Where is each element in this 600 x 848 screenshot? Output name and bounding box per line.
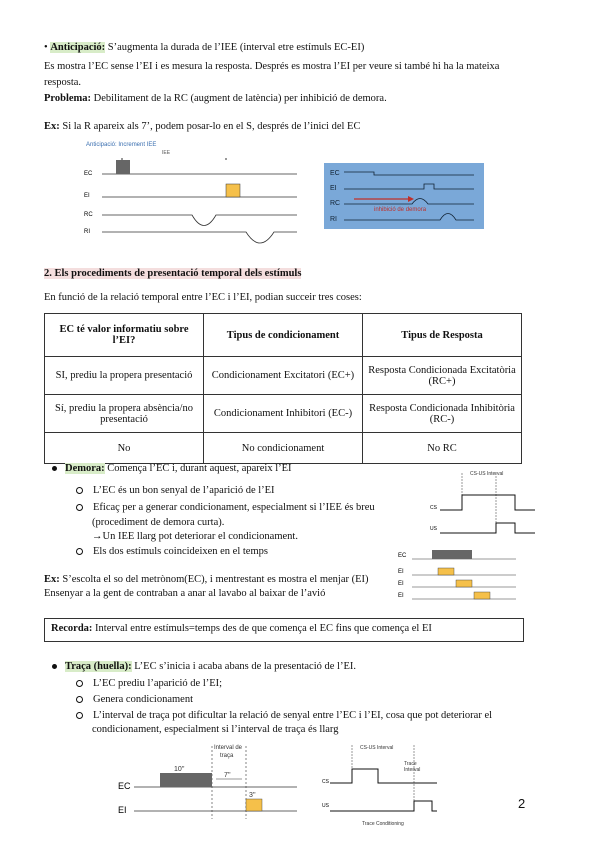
ex-text: Si la R apareix als 7’, podem posar-lo en el S, després de l’inici del EC	[59, 121, 361, 132]
demora-example-2: Ensenyar a la gent de contraban a anar al lavabo al baixar de l’avió	[44, 588, 326, 599]
delay-conditioning-diagram	[430, 465, 540, 543]
traca-bullet	[52, 661, 356, 672]
trace-label: Trace	[404, 761, 417, 767]
problema-line	[44, 93, 387, 104]
ec-block	[432, 550, 472, 559]
row-label: EI	[398, 581, 404, 587]
conditioning-table	[44, 313, 522, 464]
ex-label: Ex:	[44, 121, 60, 132]
demora-sub-cont: →Un IEE llarg pot deteriorar el condicionament.	[92, 531, 298, 542]
row-label: CS	[430, 505, 437, 511]
table-cell: No	[45, 433, 204, 464]
demora-label: Demora:	[65, 463, 105, 474]
traca-sub-cont: condicionament, especialment si l’interval de traça és llarg	[92, 724, 339, 735]
table-row	[45, 433, 522, 464]
recorda-label: Recorda:	[51, 623, 93, 634]
problema-text: Debilitament de la RC (augment de latència) per inhibició de demora.	[91, 93, 387, 104]
row-label: RI	[330, 216, 337, 223]
traca-sub	[76, 694, 193, 705]
row-label: EI	[398, 593, 404, 599]
table-cell: Resposta Condicionada Excitatòria (RC+)	[363, 357, 522, 395]
row-label: CS	[322, 779, 329, 785]
interval-label: traça	[220, 753, 234, 759]
demora-sub-text: Eficaç per a generar condicionament, especialment si l’IEE és breu	[93, 502, 375, 513]
ec-block	[116, 160, 130, 174]
row-label: US	[430, 526, 437, 532]
trace-interval-diagram	[112, 741, 302, 821]
ec-label: EC	[118, 781, 131, 791]
section-title-text: 2. Els procediments de presentació temporal dels estímuls	[44, 268, 302, 279]
ri-curve	[102, 232, 297, 243]
diagram-title: Anticipació: Increment IEE	[86, 142, 157, 148]
delay-inhibition-diagram	[324, 163, 484, 229]
recorda-box	[44, 618, 524, 642]
row-label: RC	[330, 200, 341, 207]
demora-text: Comença l’EC i, durant aquest, apareix l’EI	[104, 463, 292, 474]
table-header: Tipus de condicionament	[204, 314, 363, 357]
duration-label: 3''	[249, 792, 256, 799]
traca-text: L’EC s’inicia i acaba abans de la presentació de l’EI.	[131, 661, 356, 672]
traca-sub-text: Genera condicionament	[93, 694, 193, 705]
problema-label: Problema:	[44, 93, 92, 104]
duration-label: 7''	[224, 772, 231, 779]
table-header: EC té valor informatiu sobre l’EI?	[45, 314, 204, 357]
demora-sub-text: Els dos estímuls coincideixen en el temps	[93, 546, 268, 557]
row-label: RI	[84, 229, 90, 235]
row-label: US	[322, 803, 329, 809]
table-header-row	[45, 314, 522, 357]
interval-label: Interval de	[214, 745, 243, 751]
table-row	[45, 357, 522, 395]
diagram-caption: Trace Conditioning	[362, 821, 404, 827]
demora-sub	[76, 546, 268, 557]
paragraph-line: Es mostra l’EC sense l’EI i es mesura la resposta. Després es mostra l’EI per veure si també hi ha la mateixa	[44, 61, 500, 72]
recorda-text: Interval entre estímuls=temps des de que comença el EC fins que comença el EI	[92, 623, 432, 634]
table-cell: No condicionament	[204, 433, 363, 464]
ei-block	[246, 799, 262, 811]
ex-label: Ex:	[44, 574, 60, 585]
table-cell: Resposta Condicionada Inhibitòria (RC-)	[363, 395, 522, 433]
traca-sub	[76, 678, 222, 689]
anticipacio-text: S’augmenta la durada de l’IEE (interval etre estímuls EC-EI)	[105, 42, 365, 53]
demora-example	[44, 574, 369, 585]
demora-sub-cont: (procediment de demora curta).	[92, 517, 225, 528]
ei-label: EI	[118, 805, 127, 815]
row-label: EI	[398, 569, 404, 575]
demora-sub	[76, 485, 275, 496]
demora-bullet	[52, 463, 292, 474]
interval-label: CS-US Interval	[360, 745, 394, 751]
ec-ei-timing-diagram	[398, 545, 518, 603]
ei-block	[438, 568, 454, 575]
traca-sub-text: L’interval de traça pot dificultar la relació de senyal entre l’EC i l’EI, cosa que pot deteriorar el	[93, 710, 493, 721]
row-label: EI	[84, 193, 90, 199]
trace-label: Interval	[404, 767, 421, 773]
demora-sub	[76, 502, 375, 513]
ex-text: S’escolta el so del metrònom(EC), i mentrestant es mostra el menjar (EI)	[59, 574, 369, 585]
row-label: EC	[398, 553, 407, 559]
trace-conditioning-diagram	[322, 741, 442, 827]
table-cell: Condicionament Excitatori (EC+)	[204, 357, 363, 395]
traca-sub-text: L’EC prediu l’aparició de l’EI;	[93, 678, 223, 689]
example-line	[44, 121, 360, 132]
table-cell: Condicionament Inhibitori (EC-)	[204, 395, 363, 433]
ei-block	[456, 580, 472, 587]
duration-label: 10''	[174, 766, 185, 773]
interval-label: CS-US Interval	[470, 471, 504, 477]
table-cell: Sí, prediu la propera absència/no presentació	[45, 395, 204, 433]
ei-block	[474, 592, 490, 599]
diagram-bg	[324, 163, 484, 229]
row-label: RC	[84, 212, 93, 218]
page-number: 2	[518, 796, 526, 811]
section-title	[44, 268, 301, 279]
table-row	[45, 395, 522, 433]
section-intro: En funció de la relació temporal entre l’EC i l’EI, podian succeir tres coses:	[44, 292, 362, 303]
row-label: EC	[330, 170, 340, 177]
row-label: EC	[84, 171, 93, 177]
table-cell: SI, prediu la propera presentació	[45, 357, 204, 395]
anticipation-diagram	[82, 138, 304, 250]
anticipacio-line: • Anticipació: S’augmenta la durada de l’IEE (interval etre estímuls EC-EI)	[44, 42, 365, 53]
delay-annotation: inhibició de demora	[374, 207, 427, 213]
paragraph-line: resposta.	[44, 77, 82, 88]
traca-label: Traça (huella):	[65, 661, 132, 672]
ec-block	[160, 773, 212, 787]
table-cell: No RC	[363, 433, 522, 464]
demora-sub-text: L’EC és un bon senyal de l’aparició de l’EI	[93, 485, 275, 496]
rc-curve	[102, 215, 297, 226]
anticipacio-label: Anticipació:	[50, 42, 106, 53]
row-label: EI	[330, 185, 337, 192]
traca-sub	[76, 710, 492, 721]
iee-label: IEE	[162, 150, 171, 156]
ei-block	[226, 184, 240, 197]
table-header: Tipus de Resposta	[363, 314, 522, 357]
